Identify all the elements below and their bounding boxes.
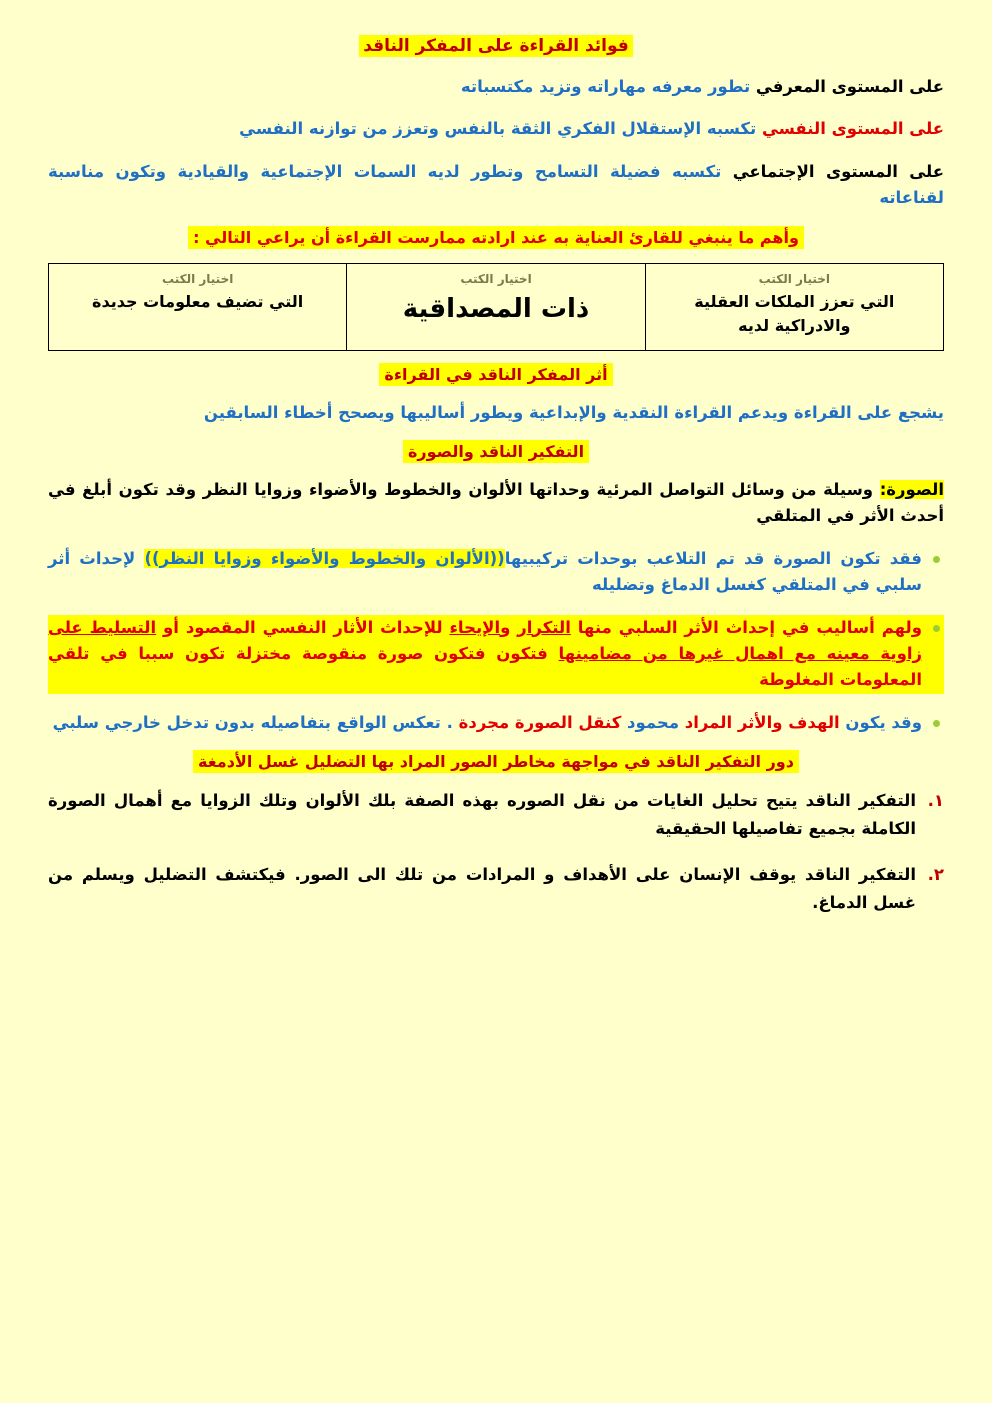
list-item [48, 615, 944, 694]
list-item [48, 546, 944, 599]
bullet-1-part-1: فقد تكون الصورة قد تم التلاعب بوحدات تركيبيها [504, 548, 922, 568]
image-definition-paragraph [48, 477, 944, 530]
list-item [48, 787, 944, 843]
section-title-effect [48, 365, 944, 384]
list-item-text-2: التفكير الناقد يوقف الإنسان على الأهداف و المرادات من تلك الى الصور. فيكتشف التضليل ويسلم من غسل الدماغ. [48, 865, 916, 913]
definition-term: الصورة: [879, 479, 944, 499]
book-selection-table [48, 263, 944, 351]
bullet-3-part-2: الهدف والأثر المراد [684, 712, 840, 732]
level-rest-social: تكسبه فضيلة التسامح وتطور لديه السمات الإجتماعية والقيادية وتكون مناسبة لقناعاته [48, 161, 944, 208]
bullet-2-part-5: للإحداث الأثار النفسي المقصود أو [156, 617, 450, 637]
level-lead-social: على المستوى الإجتماعي [732, 161, 944, 181]
page-title-text: فوائد القراءة على المفكر الناقد [359, 35, 633, 57]
reader-guidance-text: وأهم ما ينبغي للقارئ العناية به عند ارادته ممارست القراءة أن يراعي التالي : [188, 226, 804, 249]
table-cell-credibility-left [49, 263, 347, 350]
cell-main-text-2: ذات المصداقية [402, 293, 590, 324]
list-item-number-2: ٢. [927, 865, 944, 885]
table-cell-credibility-middle [347, 263, 645, 350]
list-item-number-1: ١. [927, 791, 944, 811]
level-rest-cognitive: تطور معرفه مهاراته وتزيد مكتسباته [460, 77, 756, 96]
bullet-2-part-6: التسليط على زاوية معينه مع اهمال غيرها من مضامينها [48, 617, 922, 663]
bullet-2-part-7: فتكون فتكون صورة منقوصة مختزلة تكون سببا في تلقي المعلومات المغلوطة [48, 643, 922, 690]
section-title-role [48, 752, 944, 771]
cell-top-label-2: اختيار الكتب [460, 271, 532, 286]
bullet-3-part-5: . تعكس الواقع بتفاصيله بدون تدخل خارجي سلبي [52, 712, 459, 732]
level-rest-psychological: تكسبه الإستقلال الفكري الثقة بالنفس وتعزز من توازنه النفسي [239, 119, 762, 139]
table-cell-credibility-right [645, 263, 943, 350]
bullet-2-part-1: ولهم أساليب في إحداث الأثر السلبي منها [570, 617, 922, 637]
section-title-role-text: دور التفكير الناقد في مواجهة مخاطر الصور المراد بها التضليل غسل الأدمغة [193, 750, 799, 773]
table-row [49, 263, 944, 350]
list-item [48, 861, 944, 917]
list-item [48, 710, 944, 736]
definition-text: وسيلة من وسائل التواصل المرئية وحداتها الألوان والخطوط والأضواء وزوايا النظر وقد تكون أبلغ في أحدث الأثر في المتلقي [48, 479, 944, 526]
level-lead-psychological: على المستوى النفسي [761, 119, 944, 139]
bullet-2-part-2: التكرار [517, 617, 571, 637]
bullet-1-part-2: ((الألوان والخطوط والأضواء وزوايا النظر)) [144, 548, 505, 568]
page-title [48, 36, 944, 56]
effect-paragraph: يشجع على القراءة ويدعم القراءة النقدية والإبداعية ويطور أساليبها ويصحح أخطاء السابقين [203, 402, 944, 422]
bullet-3-part-4: كنقل الصورة مجردة [458, 712, 622, 732]
reader-guidance-banner [48, 228, 944, 247]
section-title-image [48, 442, 944, 461]
cell-main-text-3: التي تضيف معلومات جديدة [92, 291, 304, 311]
cell-main-text-1: التي تعزز الملكات العقلية والادراكية لديه [694, 291, 895, 335]
bullet-2-part-3: و [500, 617, 518, 637]
cell-top-label-1: اختيار الكتب [758, 271, 831, 286]
bullet-3-part-3: محمود [621, 712, 685, 732]
section-title-image-text: التفكير الناقد والصورة [403, 440, 589, 463]
level-paragraph-cognitive [48, 74, 944, 100]
bullet-3-part-1: وقد يكون [839, 712, 922, 732]
section-title-effect-text: أثر المفكر الناقد في القراءة [379, 363, 612, 386]
cell-top-label-3: اختيار الكتب [161, 271, 234, 286]
bullet-2-part-4: الإيحاء [449, 617, 501, 637]
level-paragraph-psychological [48, 116, 944, 142]
list-item-text-1: التفكير الناقد يتيح تحليل الغايات من نقل الصوره بهذه الصفة بلك الألوان وتلك الزوايا مع أهمال الصورة الكاملة بجميع تفاصيلها الحقيقية [48, 791, 916, 839]
level-lead-cognitive: على المستوى المعرفي [755, 77, 944, 96]
image-bullet-list [48, 546, 944, 736]
bullet-1-part-3: لإحداث أثر سلبي في المتلقي كغسل الدماغ وتضليله [48, 548, 922, 595]
level-paragraph-social [48, 159, 944, 212]
role-numbered-list [48, 787, 944, 917]
